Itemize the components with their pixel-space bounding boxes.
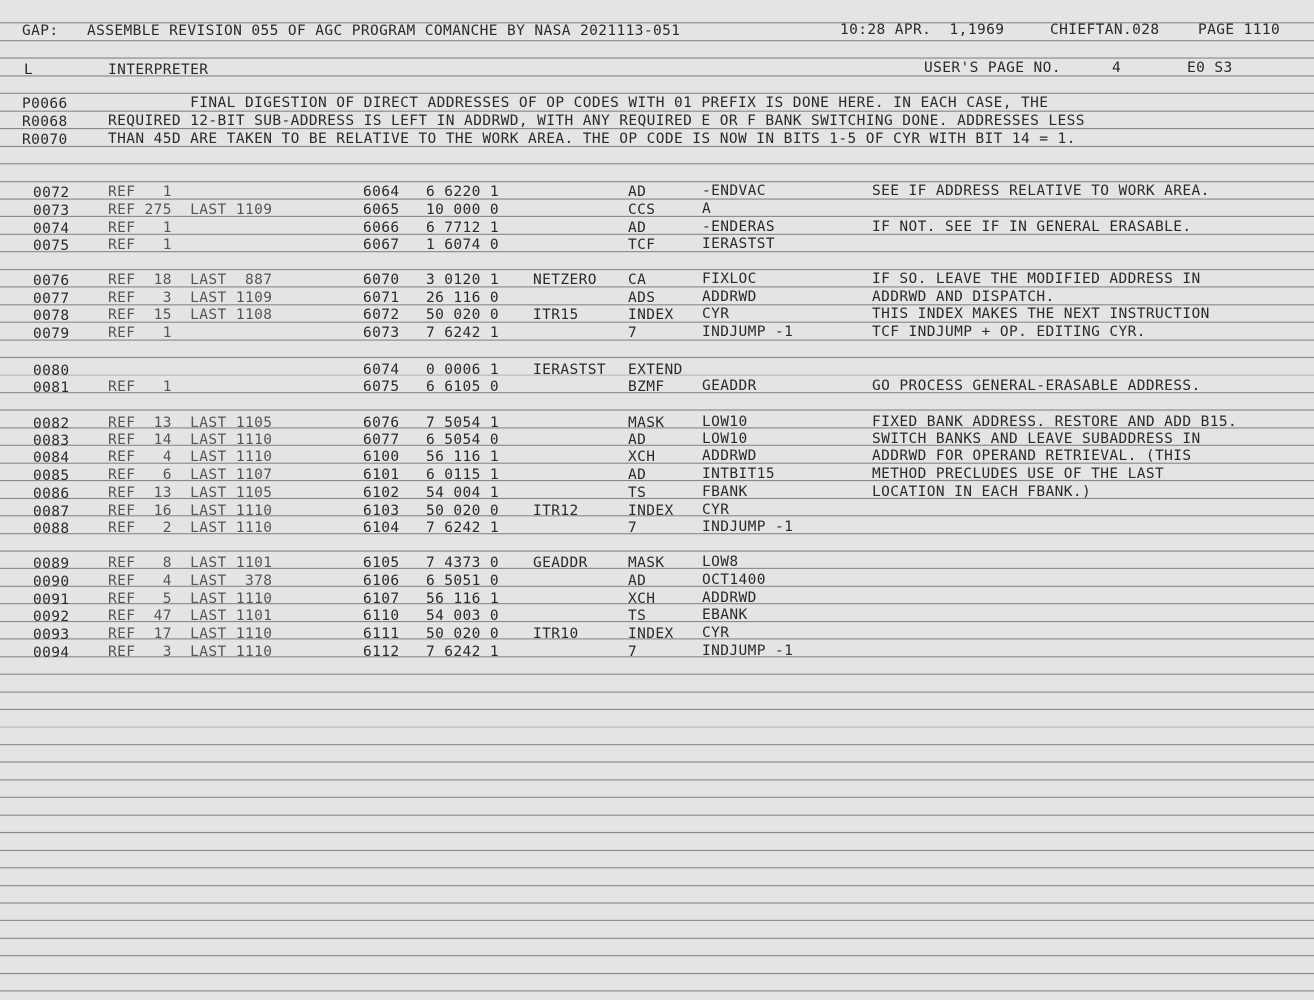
listing-l-marker: L	[24, 62, 34, 78]
address: 6077	[363, 432, 400, 448]
comment: SWITCH BANKS AND LEAVE SUBADDRESS IN	[872, 431, 1201, 447]
operand: CYR	[702, 502, 730, 518]
address: 6103	[363, 503, 400, 519]
address: 6064	[363, 184, 400, 200]
line-number: 0089	[33, 556, 70, 572]
opcode: XCH	[628, 449, 656, 465]
ref-info: REF 1	[108, 237, 172, 253]
machine-code: 6 6105 0	[426, 379, 500, 395]
address: 6106	[363, 573, 400, 589]
machine-code: 0 0006 1	[426, 362, 500, 378]
address: 6066	[363, 220, 400, 236]
ref-info: REF 5 LAST 1110	[108, 591, 273, 607]
opcode: INDEX	[628, 503, 674, 519]
remark-text: THAN 45D ARE TAKEN TO BE RELATIVE TO THE WORK AREA. THE OP CODE IS NOW IN BITS 1-5 OF CYR WITH BIT 14 = 1.	[108, 131, 1076, 147]
machine-code: 7 6242 1	[426, 644, 500, 660]
operand: ADDRWD	[702, 590, 757, 606]
ref-info: REF 14 LAST 1110	[108, 432, 273, 448]
line-number: 0077	[33, 291, 70, 307]
operand: INTBIT15	[702, 466, 776, 482]
section-name: INTERPRETER	[108, 62, 209, 78]
line-number: 0091	[33, 592, 70, 608]
operand: ADDRWD	[702, 289, 757, 305]
comment: THIS INDEX MAKES THE NEXT INSTRUCTION	[872, 306, 1210, 322]
address: 6111	[363, 626, 400, 642]
ref-info: REF 8 LAST 1101	[108, 555, 273, 571]
comment: ADDRWD AND DISPATCH.	[872, 289, 1055, 305]
ref-info: REF 4 LAST 378	[108, 573, 273, 589]
assembly-title: ASSEMBLE REVISION 055 OF AGC PROGRAM COMANCHE BY NASA 2021113-051	[87, 23, 681, 39]
label: ITR15	[533, 307, 579, 323]
line-number: 0082	[33, 416, 70, 432]
opcode: MASK	[628, 415, 665, 431]
machine-code: 50 020 0	[426, 307, 500, 323]
ref-info: REF 18 LAST 887	[108, 272, 273, 288]
comment: TCF INDJUMP + OP. EDITING CYR.	[872, 324, 1146, 340]
address: 6076	[363, 415, 400, 431]
operand: INDJUMP -1	[702, 324, 794, 340]
line-number: 0090	[33, 574, 70, 590]
opcode: 7	[628, 644, 638, 660]
machine-code: 6 5051 0	[426, 573, 500, 589]
machine-code: 56 116 1	[426, 449, 500, 465]
address: 6074	[363, 362, 400, 378]
address: 6071	[363, 290, 400, 306]
line-number: 0080	[33, 363, 70, 379]
opcode: BZMF	[628, 379, 665, 395]
machine-code: 6 5054 0	[426, 432, 500, 448]
remark-line-id: R0068	[22, 114, 68, 130]
comment: IF NOT. SEE IF IN GENERAL ERASABLE.	[872, 219, 1192, 235]
ref-info: REF 16 LAST 1110	[108, 503, 273, 519]
line-number: 0088	[33, 521, 70, 537]
operand: CYR	[702, 306, 730, 322]
machine-code: 50 020 0	[426, 626, 500, 642]
operand: CYR	[702, 625, 730, 641]
address: 6105	[363, 555, 400, 571]
remark-text: FINAL DIGESTION OF DIRECT ADDRESSES OF OP CODES WITH 01 PREFIX IS DONE HERE. IN EACH CASE, THE	[108, 95, 1049, 111]
remark-line-id: P0066	[22, 96, 68, 112]
opcode: CA	[628, 272, 647, 288]
ref-info: REF 1	[108, 220, 172, 236]
machine-code: 26 116 0	[426, 290, 500, 306]
address: 6107	[363, 591, 400, 607]
opcode: TS	[628, 485, 647, 501]
machine-code: 7 6242 1	[426, 325, 500, 341]
ref-info: REF 15 LAST 1108	[108, 307, 273, 323]
operand: LOW10	[702, 414, 748, 430]
ref-info: REF 6 LAST 1107	[108, 467, 273, 483]
label: ITR10	[533, 626, 579, 642]
machine-code: 6 0115 1	[426, 467, 500, 483]
machine-code: 10 000 0	[426, 202, 500, 218]
address: 6101	[363, 467, 400, 483]
line-number: 0083	[33, 433, 70, 449]
opcode: AD	[628, 184, 647, 200]
line-number: 0094	[33, 645, 70, 661]
comment: SEE IF ADDRESS RELATIVE TO WORK AREA.	[872, 183, 1210, 199]
operand: INDJUMP -1	[702, 519, 794, 535]
opcode: EXTEND	[628, 362, 683, 378]
users-page-label: USER'S PAGE NO.	[924, 60, 1061, 76]
page-number: PAGE 1110	[1198, 22, 1281, 38]
comment: METHOD PRECLUDES USE OF THE LAST	[872, 466, 1165, 482]
operand: FBANK	[702, 484, 748, 500]
file-name: CHIEFTAN.028	[1050, 22, 1160, 38]
line-number: 0078	[33, 308, 70, 324]
ref-info: REF 1	[108, 184, 172, 200]
line-number: 0081	[33, 380, 70, 396]
opcode: XCH	[628, 591, 656, 607]
label: ITR12	[533, 503, 579, 519]
remark-line-id: R0070	[22, 132, 68, 148]
remark-text: REQUIRED 12-BIT SUB-ADDRESS IS LEFT IN ADDRWD, WITH ANY REQUIRED E OR F BANK SWITCHING DONE. ADDRESSES LESS	[108, 113, 1085, 129]
machine-code: 7 5054 1	[426, 415, 500, 431]
operand: FIXLOC	[702, 271, 757, 287]
ref-info: REF 17 LAST 1110	[108, 626, 273, 642]
opcode: MASK	[628, 555, 665, 571]
machine-code: 7 6242 1	[426, 520, 500, 536]
opcode: 7	[628, 325, 638, 341]
line-number: 0075	[33, 238, 70, 254]
address: 6100	[363, 449, 400, 465]
ref-info: REF 1	[108, 325, 172, 341]
machine-code: 50 020 0	[426, 503, 500, 519]
machine-code: 54 003 0	[426, 608, 500, 624]
address: 6110	[363, 608, 400, 624]
address: 6112	[363, 644, 400, 660]
operand: LOW8	[702, 554, 739, 570]
address: 6104	[363, 520, 400, 536]
address: 6067	[363, 237, 400, 253]
line-number: 0087	[33, 504, 70, 520]
label: IERASTST	[533, 362, 607, 378]
address: 6075	[363, 379, 400, 395]
comment: ADDRWD FOR OPERAND RETRIEVAL. (THIS	[872, 448, 1192, 464]
ref-info: REF 3 LAST 1110	[108, 644, 273, 660]
opcode: INDEX	[628, 626, 674, 642]
operand: A	[702, 201, 712, 217]
opcode: TS	[628, 608, 647, 624]
address: 6072	[363, 307, 400, 323]
users-page-number: 4	[1112, 60, 1122, 76]
line-number: 0086	[33, 486, 70, 502]
operand: GEADDR	[702, 378, 757, 394]
line-number: 0074	[33, 221, 70, 237]
opcode: AD	[628, 432, 647, 448]
opcode: AD	[628, 467, 647, 483]
machine-code: 6 6220 1	[426, 184, 500, 200]
ref-info: REF 275 LAST 1109	[108, 202, 273, 218]
opcode: AD	[628, 220, 647, 236]
machine-code: 6 7712 1	[426, 220, 500, 236]
address: 6070	[363, 272, 400, 288]
line-number: 0072	[33, 185, 70, 201]
machine-code: 1 6074 0	[426, 237, 500, 253]
line-number: 0093	[33, 627, 70, 643]
line-number: 0076	[33, 273, 70, 289]
operand: -ENDVAC	[702, 183, 766, 199]
machine-code: 7 4373 0	[426, 555, 500, 571]
ref-info: REF 13 LAST 1105	[108, 415, 273, 431]
opcode: CCS	[628, 202, 656, 218]
comment: LOCATION IN EACH FBANK.)	[872, 484, 1092, 500]
operand: INDJUMP -1	[702, 643, 794, 659]
operand: -ENDERAS	[702, 219, 776, 235]
opcode: INDEX	[628, 307, 674, 323]
opcode: 7	[628, 520, 638, 536]
ref-info: REF 3 LAST 1109	[108, 290, 273, 306]
ref-info: REF 1	[108, 379, 172, 395]
label: GEADDR	[533, 555, 588, 571]
ref-info: REF 2 LAST 1110	[108, 520, 273, 536]
machine-code: 56 116 1	[426, 591, 500, 607]
opcode: TCF	[628, 237, 656, 253]
ref-info: REF 47 LAST 1101	[108, 608, 273, 624]
address: 6065	[363, 202, 400, 218]
print-datetime: 10:28 APR. 1,1969	[840, 22, 1005, 38]
operand: OCT1400	[702, 572, 766, 588]
line-number: 0073	[33, 203, 70, 219]
comment: FIXED BANK ADDRESS. RESTORE AND ADD B15.	[872, 414, 1238, 430]
comment: IF SO. LEAVE THE MODIFIED ADDRESS IN	[872, 271, 1201, 287]
line-number: 0079	[33, 326, 70, 342]
operand: ADDRWD	[702, 448, 757, 464]
operand: IERASTST	[702, 236, 776, 252]
ref-info: REF 4 LAST 1110	[108, 449, 273, 465]
line-number: 0092	[33, 609, 70, 625]
ref-info: REF 13 LAST 1105	[108, 485, 273, 501]
gap-label: GAP:	[22, 23, 59, 39]
machine-code: 3 0120 1	[426, 272, 500, 288]
operand: EBANK	[702, 607, 748, 623]
machine-code: 54 004 1	[426, 485, 500, 501]
opcode: AD	[628, 573, 647, 589]
line-number: 0084	[33, 450, 70, 466]
eo-marker: E0 S3	[1187, 60, 1233, 76]
line-number: 0085	[33, 468, 70, 484]
operand: LOW10	[702, 431, 748, 447]
comment: GO PROCESS GENERAL-ERASABLE ADDRESS.	[872, 378, 1201, 394]
address: 6073	[363, 325, 400, 341]
opcode: ADS	[628, 290, 656, 306]
address: 6102	[363, 485, 400, 501]
label: NETZERO	[533, 272, 597, 288]
